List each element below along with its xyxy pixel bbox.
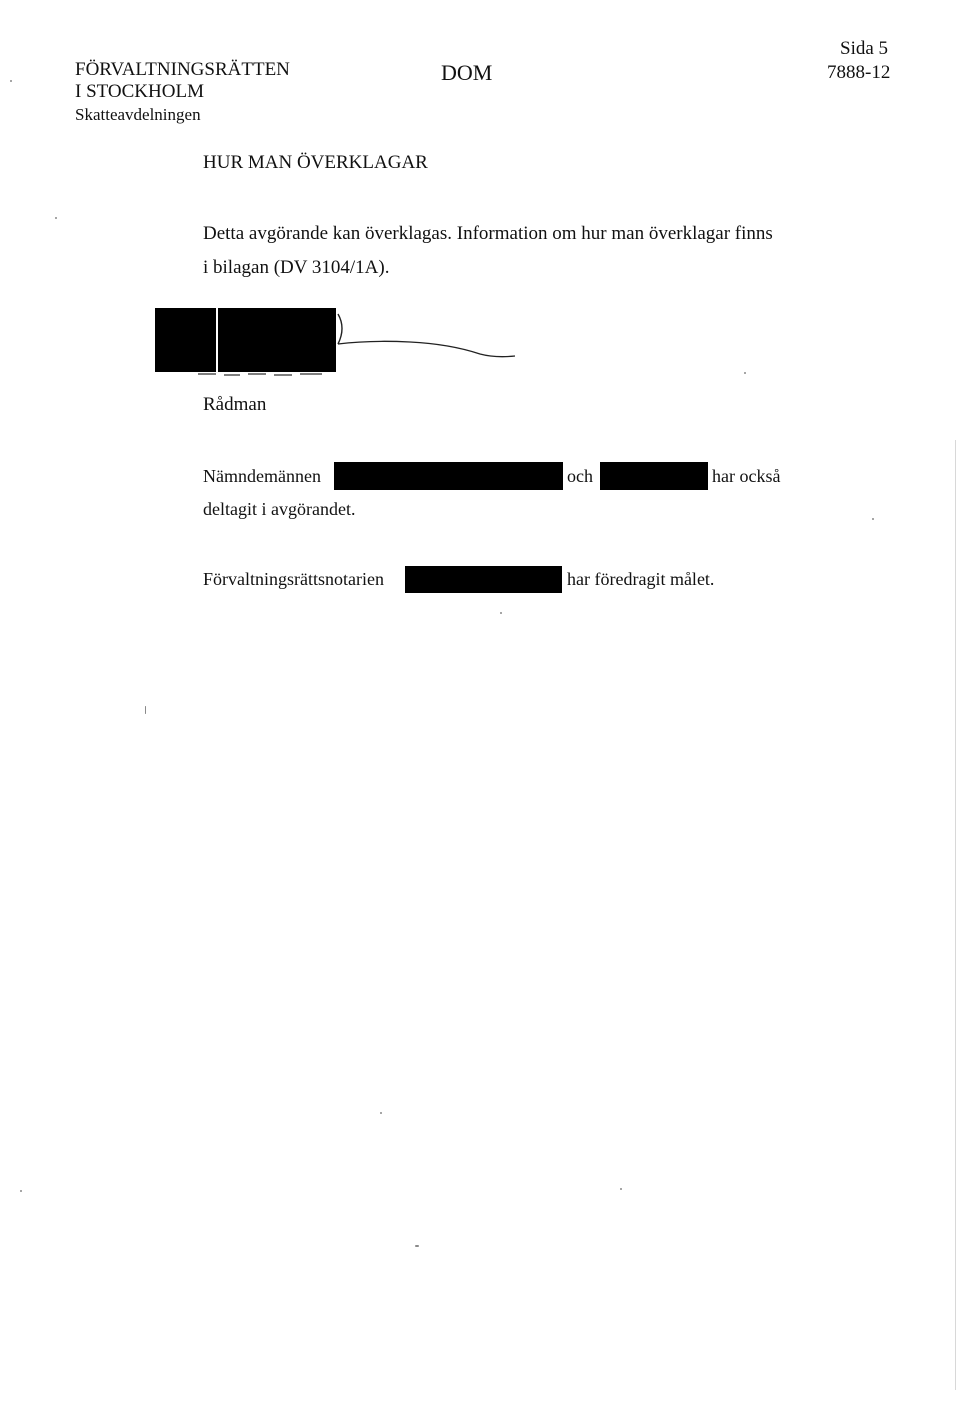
notary-suffix: har föredragit målet. [567, 569, 715, 589]
scan-speck [415, 1245, 419, 1247]
page-number: Sida 5 [840, 38, 889, 59]
court-department: Skatteavdelningen [75, 105, 201, 124]
notary-prefix: Förvaltningsrättsnotarien [203, 569, 384, 589]
document-type: DOM [441, 60, 493, 85]
case-number: 7888-12 [827, 62, 891, 83]
scan-speck [872, 518, 874, 520]
scan-speck [620, 1188, 622, 1190]
scan-speck [145, 706, 146, 714]
lay-judge-2-redaction [600, 462, 708, 490]
scan-edge-line [955, 440, 956, 1390]
scan-speck [10, 80, 12, 82]
court-name-line-1: FÖRVALTNINGSRÄTTEN [75, 59, 290, 80]
scan-speck [500, 612, 502, 614]
appeal-paragraph-line-1: Detta avgörande kan överklagas. Information om hur man överklagar finns [203, 223, 773, 244]
scan-speck [380, 1112, 382, 1114]
appeal-paragraph-line-2: i bilagan (DV 3104/1A). [203, 257, 390, 278]
lay-judges-suffix: har också [712, 466, 781, 486]
lay-judges-conjunction: och [567, 466, 593, 486]
court-name-line-2: I STOCKHOLM [75, 81, 204, 102]
scan-speck [744, 372, 746, 374]
signature-redaction [155, 308, 336, 372]
judge-title: Rådman [203, 394, 267, 415]
redacted-name-residue [196, 372, 326, 378]
scan-speck [20, 1190, 22, 1192]
scan-speck [55, 217, 57, 219]
redaction-seam [216, 308, 218, 372]
lay-judge-1-redaction [334, 462, 563, 490]
lay-judges-line-2: deltagit i avgörandet. [203, 499, 356, 519]
lay-judges-prefix: Nämndemännen [203, 466, 321, 486]
appeal-heading: HUR MAN ÖVERKLAGAR [203, 152, 428, 173]
notary-redaction [405, 566, 562, 593]
signature-stroke [330, 306, 520, 366]
